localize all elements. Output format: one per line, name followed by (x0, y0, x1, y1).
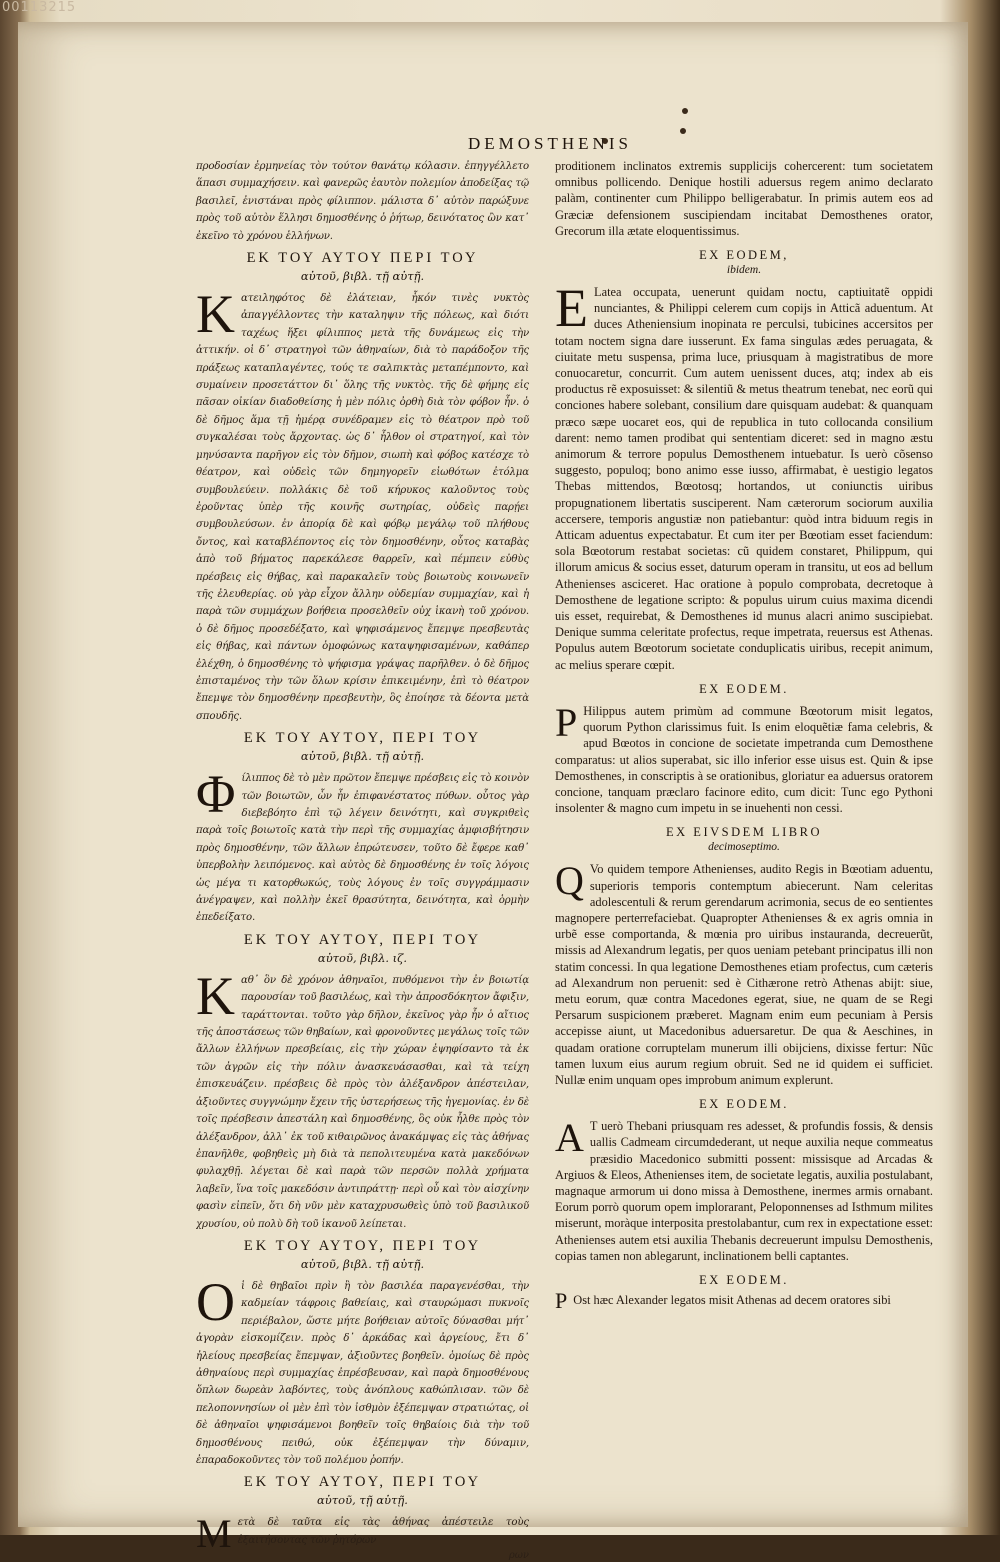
greek-section-source: αὐτοῦ, βιβλ. τῇ αὐτῇ. (300, 749, 425, 764)
drop-capital: M (196, 1514, 232, 1551)
latin-section-source: ibidem. (726, 264, 762, 277)
greek-section (196, 972, 529, 1233)
greek-paragraph: ατειληφότος δὲ ἐλάτειαν, ἧκόν τινὲς νυκτὸς ἀπαγγέλλοντες τὴν καταληψιν τῆς πόλεως, καὶ διότι ταχέως ἥξει φίλιππος μετὰ τῆς δυνάμεως εἰς τὴν ἀττικήν. οἱ δ᾽ στρατηγοὶ τῶν ἀθηναίων, διὰ τὸ παράδοξον τῆς πράξεως καταπλαγέντες, τούς τε σαλπικτὰς μεταπέμποντο, καὶ συμαίνειν προσετάττον δι᾽ ὅλης τῆς νυκτὸς. τῆς δὲ φήμης εἰς πᾶσαν οἰκίαν διαδοθείσης ἡ μὲν πόλις ὀρθὴ διὰ τὸν φόβον ἦν. ὁ δὲ δῆμος ἅμα τῇ ἡμέρᾳ συνέδραμεν εἰς τὸ θέατρον πρὸ τοῦ συγκαλέσαι τοὺς ἄρχοντας. ὡς δ᾽ ἦλθον οἱ στρατηγοί, καὶ τὸν μηνύσαντα παρῆγον εἰς τὸν δῆμον, σιωπὴ καὶ φόβος κατέσχε τὸ θέατρον, καὶ οὐδεὶς τῶν δημηγορεῖν εἰωθότων ἐτόλμα συμβουλεύειν. πολλάκις δὲ τοῦ κήρυκος καλοῦντος τοὺς ἐροῦντας ὑπὲρ τῆς κοινῆς σωτηρίας, οὐδεὶς παρῄει συμβουλεύσων. ἐν ἀπορίᾳ δὲ καὶ φόβῳ μεγάλῳ τοῦ πλήθους ὄντος, καὶ καταβλέποντος εἰς τὸν δημοσθένην, οὗτος καταβὰς ἀπὸ τοῦ βήματος παρεκάλεσε θαρρεῖν, καὶ πέμπειν εὐθὺς πρέσβεις εἰς θήβας, καὶ παρακαλεῖν τοὺς βοιωτοὺς κοινωνεῖν τῆς ἐλευθερίας. οὐ γὰρ εἶχον ἄλλην οὐδεμίαν συμμαχίαν, καὶ ἡ παρὰ τῶν συμμάχων βοήθεια προσελθεῖν οὐχ ἱκανὴ τοῦ χρόνου. ὁ δὲ δῆμος προσεδέξατο, καὶ ψηφισάμενος ἔπεμψε πρεσβευτὰς εἰς θήβας, καὶ πάντων ὁμοφώνως καταψηφισαμένων, καθάπερ ἐλέχθη, ὁ δημοσθένης τὸ ψήφισμα γράψας παρῆλθεν. ὁ δὲ δῆμος ἐπισταμένος τὴν τῶν ὅλων κρίσιν ἐπικειμένην, ἐπὶ τὸ θέατρον ἔπεμψε τὸν δημοσθένην πρεσβευτὴν, ὃς ἐποίησε τὰ δέοντα μετὰ σπουδῆς. (196, 293, 529, 722)
latin-paragraph: Latea occupata, uenerunt quidam noctu, captiuitatẽ oppidi nunciantes, & Philippi celerem cum copijs in Atticã aduentum. At duces Atheniensium inopinata re perculsi, tubicines accersitos per totam noctem signa dare iusserunt. Ex fama singulas ædes peruagata, & ciuitate metu suspensa, prima luce, priusquam à magistratibus de more conuocaretur, concurrit. Cum autem uenissent duces, atq; index ab eis productus rẽ exposuisset: & silentiũ & metus theatrum tenebat, nec eorũ qui conciones habere solebant, consilium dare quisquam audebat: & quanquam præco sæpe uocaret eos, qui de republica in tuto collocanda consilium darent: nemo tamen prodibat qui sententiam diceret: sed in magno æstu animorum & terrore populus Demosthenem intuebatur. Is uerò cõsenso suggesto, populoq; bono animo esse iusso, affirmabat, è uestigio legatos Thebas mittendos, Bœotosq; hortandos, ut coniunctis uiribus propugnationem libertatis susciperent. Nam cæterorum sociorum auxilia accersere, temporis angustiæ non patiebantur: quòd intra biduum regis in Atticam aduentus expectabatur. Et cum iter per Bœotiam esset faciendum: sola Bœotorum restabat societas: cũ quidem constaret, Philippum, qui illorum amicus & socius esset, daturum operam in transitu, ut eos ad bellum Athenienses asciceret. Hac oratione à populo comprobata, decretoque à Demosthene de legatione scripto: & populus uirum cuius maxima dicendi uis esset, requirebat, & Demosthenes id munus alacri animo suscipiebat. Denique summa celeritate profectus, reque impetrata, reuersus est Athenas. Populus autem Bœotorum societate conduplicatis uiribus, recepit animum, ac melius sperare cœpit. (555, 285, 933, 672)
latin-section (555, 1118, 933, 1264)
latin-column (555, 158, 933, 1310)
drop-capital: A (555, 1118, 584, 1161)
scan-id: 00113215 (2, 0, 77, 15)
greek-section (196, 1278, 529, 1469)
drop-capital: E (555, 284, 588, 339)
drop-capital: Φ (196, 770, 236, 825)
catchword: ρων (508, 1550, 529, 1562)
ink-spot (680, 128, 686, 134)
drop-capital: Q (555, 861, 584, 904)
latin-section (555, 284, 933, 673)
drop-capital: K (196, 290, 235, 345)
latin-section-heading: EX EODEM. (699, 681, 789, 696)
latin-section (555, 703, 933, 816)
greek-section-heading: ΕΚ ΤΟΥ ΑΥΤΟΥ, ΠΕΡΙ ΤΟΥ (243, 1237, 482, 1254)
greek-section-heading: ΕΚ ΤΟΥ ΑΥΤΟΥ, ΠΕΡΙ ΤΟΥ (243, 730, 482, 747)
greek-paragraph: αθ᾽ ὃν δὲ χρόνον ἀθηναῖοι, πυθόμενοι τὴν ἐν βοιωτίᾳ παρουσίαν τοῦ βασιλέως, καὶ τὴν ἀπροσδόκητον ἄφιξιν, ταράττονται. τοῦτο γὰρ δῆλον, ἐκεῖνος γὰρ ἦν ὁ αἴτιος τῆς ἀποστάσεως τῶν θηβαίων, καὶ φρονοῦντες μεγάλως τοῖς τῶν ἄλλων ἑλλήνων πρεσβείαις, εἰς τὴν χώραν ἐψηφίσαντο τὰ ἐκ τῶν ἀγρῶν εἰς τὴν πόλιν ἀνασκευάσασθαι, καὶ τὰ τείχη ἐπισκευάζειν. πρέσβεις δὲ πρὸς τὸν ἀλέξανδρον ἀπέστειλαν, ἀξιοῦντες συγγνώμην ἔχειν τῆς ὑστερήσεως τῆς ἡγεμονίας. ἐν δὲ τοῖς πρέσβεσιν ἀπεστάλη καὶ δημοσθένης, ὃς οὐκ ἦλθε πρὸς τὸν ἀλέξανδρον, ἀλλ᾽ ἐκ τοῦ κιθαιρῶνος ἀνακάμψας εἰς τὰς ἀθήνας ἐπανῆλθε, φοβηθεὶς μὴ διὰ τὰ πεπολιτευμένα κατὰ μακεδόνων φυλαχθῇ. λέγεται δὲ καὶ παρὰ τῶν περσῶν πολλὰ χρήματα λαβεῖν, ἵνα τοῖς μακεδόσιν ἀντιπράττῃ· περὶ οὗ καὶ τὸν αἰσχίνην φασὶν εἰπεῖν, ὅτι δὴ νῦν μὲν καταχρυσωθεὶς ὑπὸ τοῦ βασιλικοῦ χρυσίου, οὐ πολὺ δὴ τοῦ ἱκανοῦ λείπεται. (196, 974, 529, 1230)
greek-section-heading: ΕΚ ΤΟΥ ΑΥΤΟΥ, ΠΕΡΙ ΤΟΥ (243, 1474, 482, 1491)
latin-section-heading: EX EODEM. (699, 1097, 789, 1112)
greek-section-heading: ΕΚ ΤΟΥ ΑΥΤΟΥ, ΠΕΡΙ ΤΟΥ (243, 931, 482, 948)
drop-capital: P (555, 702, 578, 745)
ink-spot (682, 108, 688, 114)
greek-column (196, 158, 529, 1562)
greek-section-heading: ΕΚ ΤΟΥ ΑΥΤΟΥ ΠΕΡΙ ΤΟΥ (246, 250, 479, 267)
latin-paragraph: Ost hæc Alexander legatos misit Athenas ad decem oratores sibi (573, 1292, 891, 1307)
greek-section (196, 770, 529, 927)
latin-paragraph: Vo quidem tempore Athenienses, audito Regis in Bœotiam aduentu, superioris temporis contemptum abiecerunt. Nam celeritas adolescentuli & rerum gerendarum acrimonia, secus de eo sentientes magnopere perterrefaciebat. Quapropter Athenienses & ex agris omnia in urbẽ esse comportanda, & mœnia pro uiribus instauranda, decreuerũt, missis ad Alexandrum legatis, per quos ueniam petebant principatus illi non statim concessi. In qua legatione Demosthenes etiam profectus, cum cæteris ad Alexandrum non peruenit: sed è Cithærone retrò Athenas abijt: siue, metu eorum, quæ contra Macedones egerat, siue, ne quam de se Regi Persarum suspicionem præberet. Magnam enim eum pecuniam à Persis accepisse aiunt, ut Macedonibus aduersaretur. De qua & Aeschines, in quadam oratione corruptelam munerum illi obijciens, dixisse fertur: Nũc tamen luxum eius aurum regium obruit. Sed ne id quidem ei sufficiet. Nullæ enim unquam opes improbum animum explerunt. (555, 862, 933, 1087)
greek-paragraph: ίλιππος δὲ τὸ μὲν πρῶτον ἔπεμψε πρέσβεις εἰς τὸ κοινὸν τῶν βοιωτῶν, ὧν ἦν ἐπιφανέστατος πύθων. οὗτος γὰρ διεβεβόητο ἐπὶ τῷ λέγειν δεινότητι, καὶ συγκριθεὶς παρὰ τοῖς βοιωτοῖς κατὰ τὴν περὶ τῆς συμμαχίας ἀμφισβήτησιν πρὸς δημοσθένην, τῶν ἄλλων ἐπρώτευσεν, τοῦτο δὲ ἔφερε καθ᾽ ὑπερβολὴν λειπόμενος. καὶ αὐτὸς δὲ δημοσθένης ἐν τοῖς λόγοις ὡς μέγα τι κατορθωκώς, τοὺς λόγους ἐν τοῖς συγγράμμασιν ἀνέγραψεν, καὶ πολλὴν ἐκεῖ θρασύτητα, δεινότητα, καὶ ὁρμὴν ἐπεδείξατο. (196, 773, 529, 924)
latin-paragraph: T uerò Thebani priusquam res adesset, & profundis fossis, & densis uallis Cadmeam circumdederant, ut neque auxilia neque commeatus præsidio Macedonico submitti possent: missisque ad Arcadas & Argiuos & Eleos, Athenienses item, de societate legatis, auxilia postulabant, magnaque armorum ui dono missa à Demosthene, inermes armis ornabant. Eorum porrò quorum opem implorarant, Peloponnenses ad Isthmum milites miserunt, moràque interposita prestolabantur, cum rex in expectatione esset: Athenienses autem etsi auxilia Thebanis decreuerunt impulsu Demosthenis, copias tamen non ablegarunt, inclinationem belli captantes. (555, 1119, 933, 1263)
greek-section (196, 1514, 529, 1550)
greek-section-source: αὐτοῦ, τῇ αὐτῇ. (317, 1493, 408, 1508)
drop-capital: P (555, 1291, 568, 1310)
greek-section-source: αὐτοῦ, βιβλ. τῇ αὐτῇ. (300, 1256, 425, 1271)
latin-paragraph: Hilippus autem primùm ad commune Bœotorum misit legatos, quorum Python clarissimus fuit. Is enim eloquẽtiæ fama celebris, & apud Bœotos in concione de societate impetranda cum Demosthene comparatus: ut alios superabat, sic illo inferior esse uisus est. Quin & ipse Demosthenes, in conscriptis à se orationibus, gloriatur ea aduersus oratorem concione, tanquam præclaro facinore edito, cum dicit: Tunc ego Pythoni insolenter & magno cum impetu in se inuehenti non cessi. (555, 703, 933, 816)
latin-section-heading: EX EODEM. (699, 1272, 789, 1287)
greek-paragraph: ετὰ δὲ ταῦτα εἰς τὰς ἀθήνας ἀπέστειλε τοὺς ἐξαιτήσοντας τῶν ῥητόρων (237, 1517, 529, 1546)
latin-section (555, 1292, 933, 1310)
greek-section-source: αὐτοῦ, βιβλ. ιζ. (317, 950, 408, 965)
latin-intro: proditionem inclinatos extremis supplicijs cohercerent: tum societatem omnibus pollicendo. Denique hostili aduersus regem animo declarato palàm, continenter cum Philippo belligerabatur. In primis autem eos ad Græciæ defensionem suscipiendam incitabat Demosthenes orator, Grecorum illa ætate eloquentissimus. (555, 159, 933, 238)
greek-section-source: αὐτοῦ, βιβλ. τῇ αὐτῇ. (300, 269, 425, 284)
latin-section-source: decimoseptimo. (708, 841, 780, 854)
drop-capital: O (196, 1277, 235, 1332)
greek-paragraph: ἱ δὲ θηβαῖοι πρὶν ἢ τὸν βασιλέα παραγενέσθαι, τὴν καδμείαν τάφροις βαθείαις, καὶ σταυρώμασι πυκνοῖς περιέβαλον, ὥστε μήτε βοήθειαν αὐτοῖς δύνασθαι μήτ᾽ ἀγορὰν εἰσκομίζειν. πρὸς δ᾽ ἀρκάδας καὶ ἀργείους, ἔτι δ᾽ ἠλείους πρεσβείας ἔπεμψαν, ἀξιοῦντες βοηθεῖν. ὁμοίως δὲ πρὸς ἀθηναίους περὶ συμμαχίας ἐπρέσβευσαν, καὶ παρὰ δημοσθένους ὅπλων δωρεὰν λαβόντες, τοὺς ἀνόπλους καθώπλισαν. τῶν δὲ πελοποννησίων οἱ μὲν ἐπὶ τὸν ἰσθμὸν ἐξέπεμψαν στρατιώτας, οἱ δὲ ἀθηναῖοι ψηφισάμενοι βοηθεῖν τοῖς θηβαίοις διὰ τὴν τοῦ δημοσθένους πειθώ, οὐκ ἐξέπεμψαν τὴν δύναμιν, ἐπαραδοκοῦντες τὸν τοῦ πολέμου ῥοπήν. (196, 1280, 529, 1466)
greek-intro: προδοσίαν ἐρμηνείας τὸν τούτον θανάτῳ κόλασιν. ἐπηγγέλλετο ἅπασι συμμαχήσειν. καὶ φανερῶς ἑαυτὸν πολεμίον ἀποδείξας τῷ βασιλεῖ, ἐνιστάναι πρὸς φίλιππον. μάλιστα δ᾽ αὐτὸν παρώξυνε πρὸς τοῦ αὐτὸν ἕλλησι δημοσθένης ὁ ῥήτωρ, δεινότατος ὢν κατ᾽ ἐκεῖνο τὸ χρόνου ἑλλήνων. (196, 161, 529, 242)
drop-capital: K (196, 971, 235, 1026)
latin-section (555, 861, 933, 1088)
latin-section-heading: EX EIVSDEM LIBRO (666, 825, 822, 840)
greek-section (196, 290, 529, 725)
running-head: DEMOSTHENIS (468, 134, 632, 153)
latin-section-heading: EX EODEM, (699, 248, 789, 263)
